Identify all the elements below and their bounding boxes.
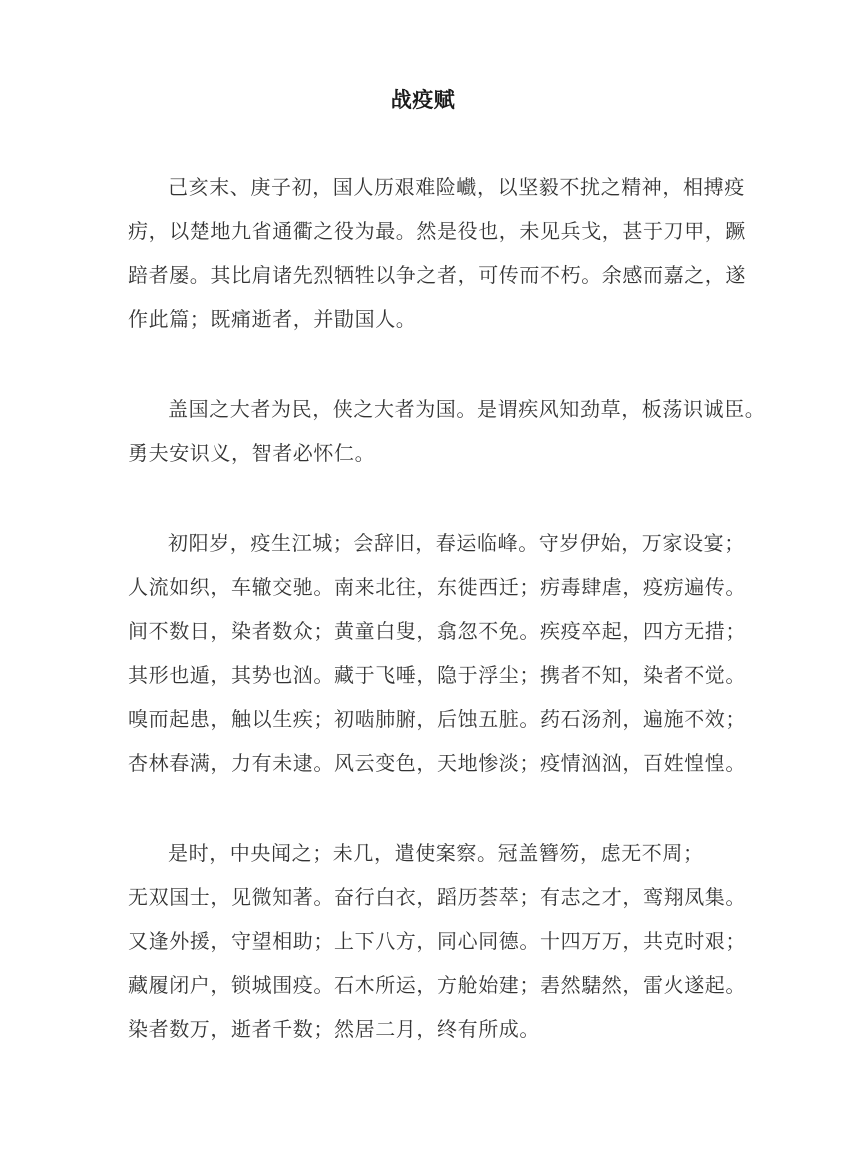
paragraph-line: 初阳岁，疫生江城；会辞旧，春运临峰。守岁伊始，万家设宴； (168, 531, 745, 555)
paragraph-line: 藏履闭户，锁城围疫。石木所运，方舱始建；砉然騞然，雷火遂起。 (128, 973, 746, 997)
paragraph-outbreak (128, 521, 746, 785)
paragraph-line: 踣者屡。其比肩诸先烈牺牲以争之者，可传而不朽。余感而嘉之，遂 (128, 263, 746, 287)
paragraph-line: 作此篇；既痛逝者，并勖国人。 (128, 307, 417, 331)
paragraph-response (128, 831, 746, 1051)
paragraph-line: 是时，中央闻之；未几，遣使案察。冠盖簪笏，虑无不周； (168, 841, 704, 865)
document-title: 战疫赋 (390, 88, 456, 112)
paragraph-line: 疠，以楚地九省通衢之役为最。然是役也，未见兵戈，甚于刀甲，蹶 (128, 219, 746, 243)
paragraph-line: 杏林春满，力有未逮。风云变色，天地惨淡；疫情汹汹，百姓惶惶。 (128, 751, 746, 775)
paragraph-line: 染者数万，逝者千数；然居二月，终有所成。 (128, 1017, 540, 1041)
paragraph-line: 其形也遁，其势也汹。藏于飞唾，隐于浮尘；携者不知，染者不觉。 (128, 663, 746, 687)
paragraph-line: 又逢外援，守望相助；上下八方，同心同德。十四万万，共克时艰； (128, 929, 746, 953)
paragraph-line: 盖国之大者为民，侠之大者为国。是谓疾风知劲草，板荡识诚臣。 (168, 397, 766, 421)
paragraph-line: 嗅而起患，触以生疾；初啮肺腑，后蚀五脏。药石汤剂，遍施不效； (128, 707, 746, 731)
paragraph-line: 无双国士，见微知著。奋行白衣，蹈历荟萃；有志之才，鸾翔凤集。 (128, 885, 746, 909)
paragraph-line: 人流如织，车辙交驰。南来北往，东徙西迁；疠毒肆虐，疫疠遍传。 (128, 575, 746, 599)
paragraph-line: 己亥末、庚子初，国人历艰难险巇，以坚毅不扰之精神，相搏疫 (168, 175, 745, 199)
paragraph-line: 勇夫安识义，智者必怀仁。 (128, 441, 376, 465)
paragraph-preface (128, 165, 746, 341)
paragraph-line: 间不数日，染者数众；黄童白叟，翕忽不免。疾疫卒起，四方无措； (128, 619, 746, 643)
paragraph-thesis (128, 387, 766, 475)
